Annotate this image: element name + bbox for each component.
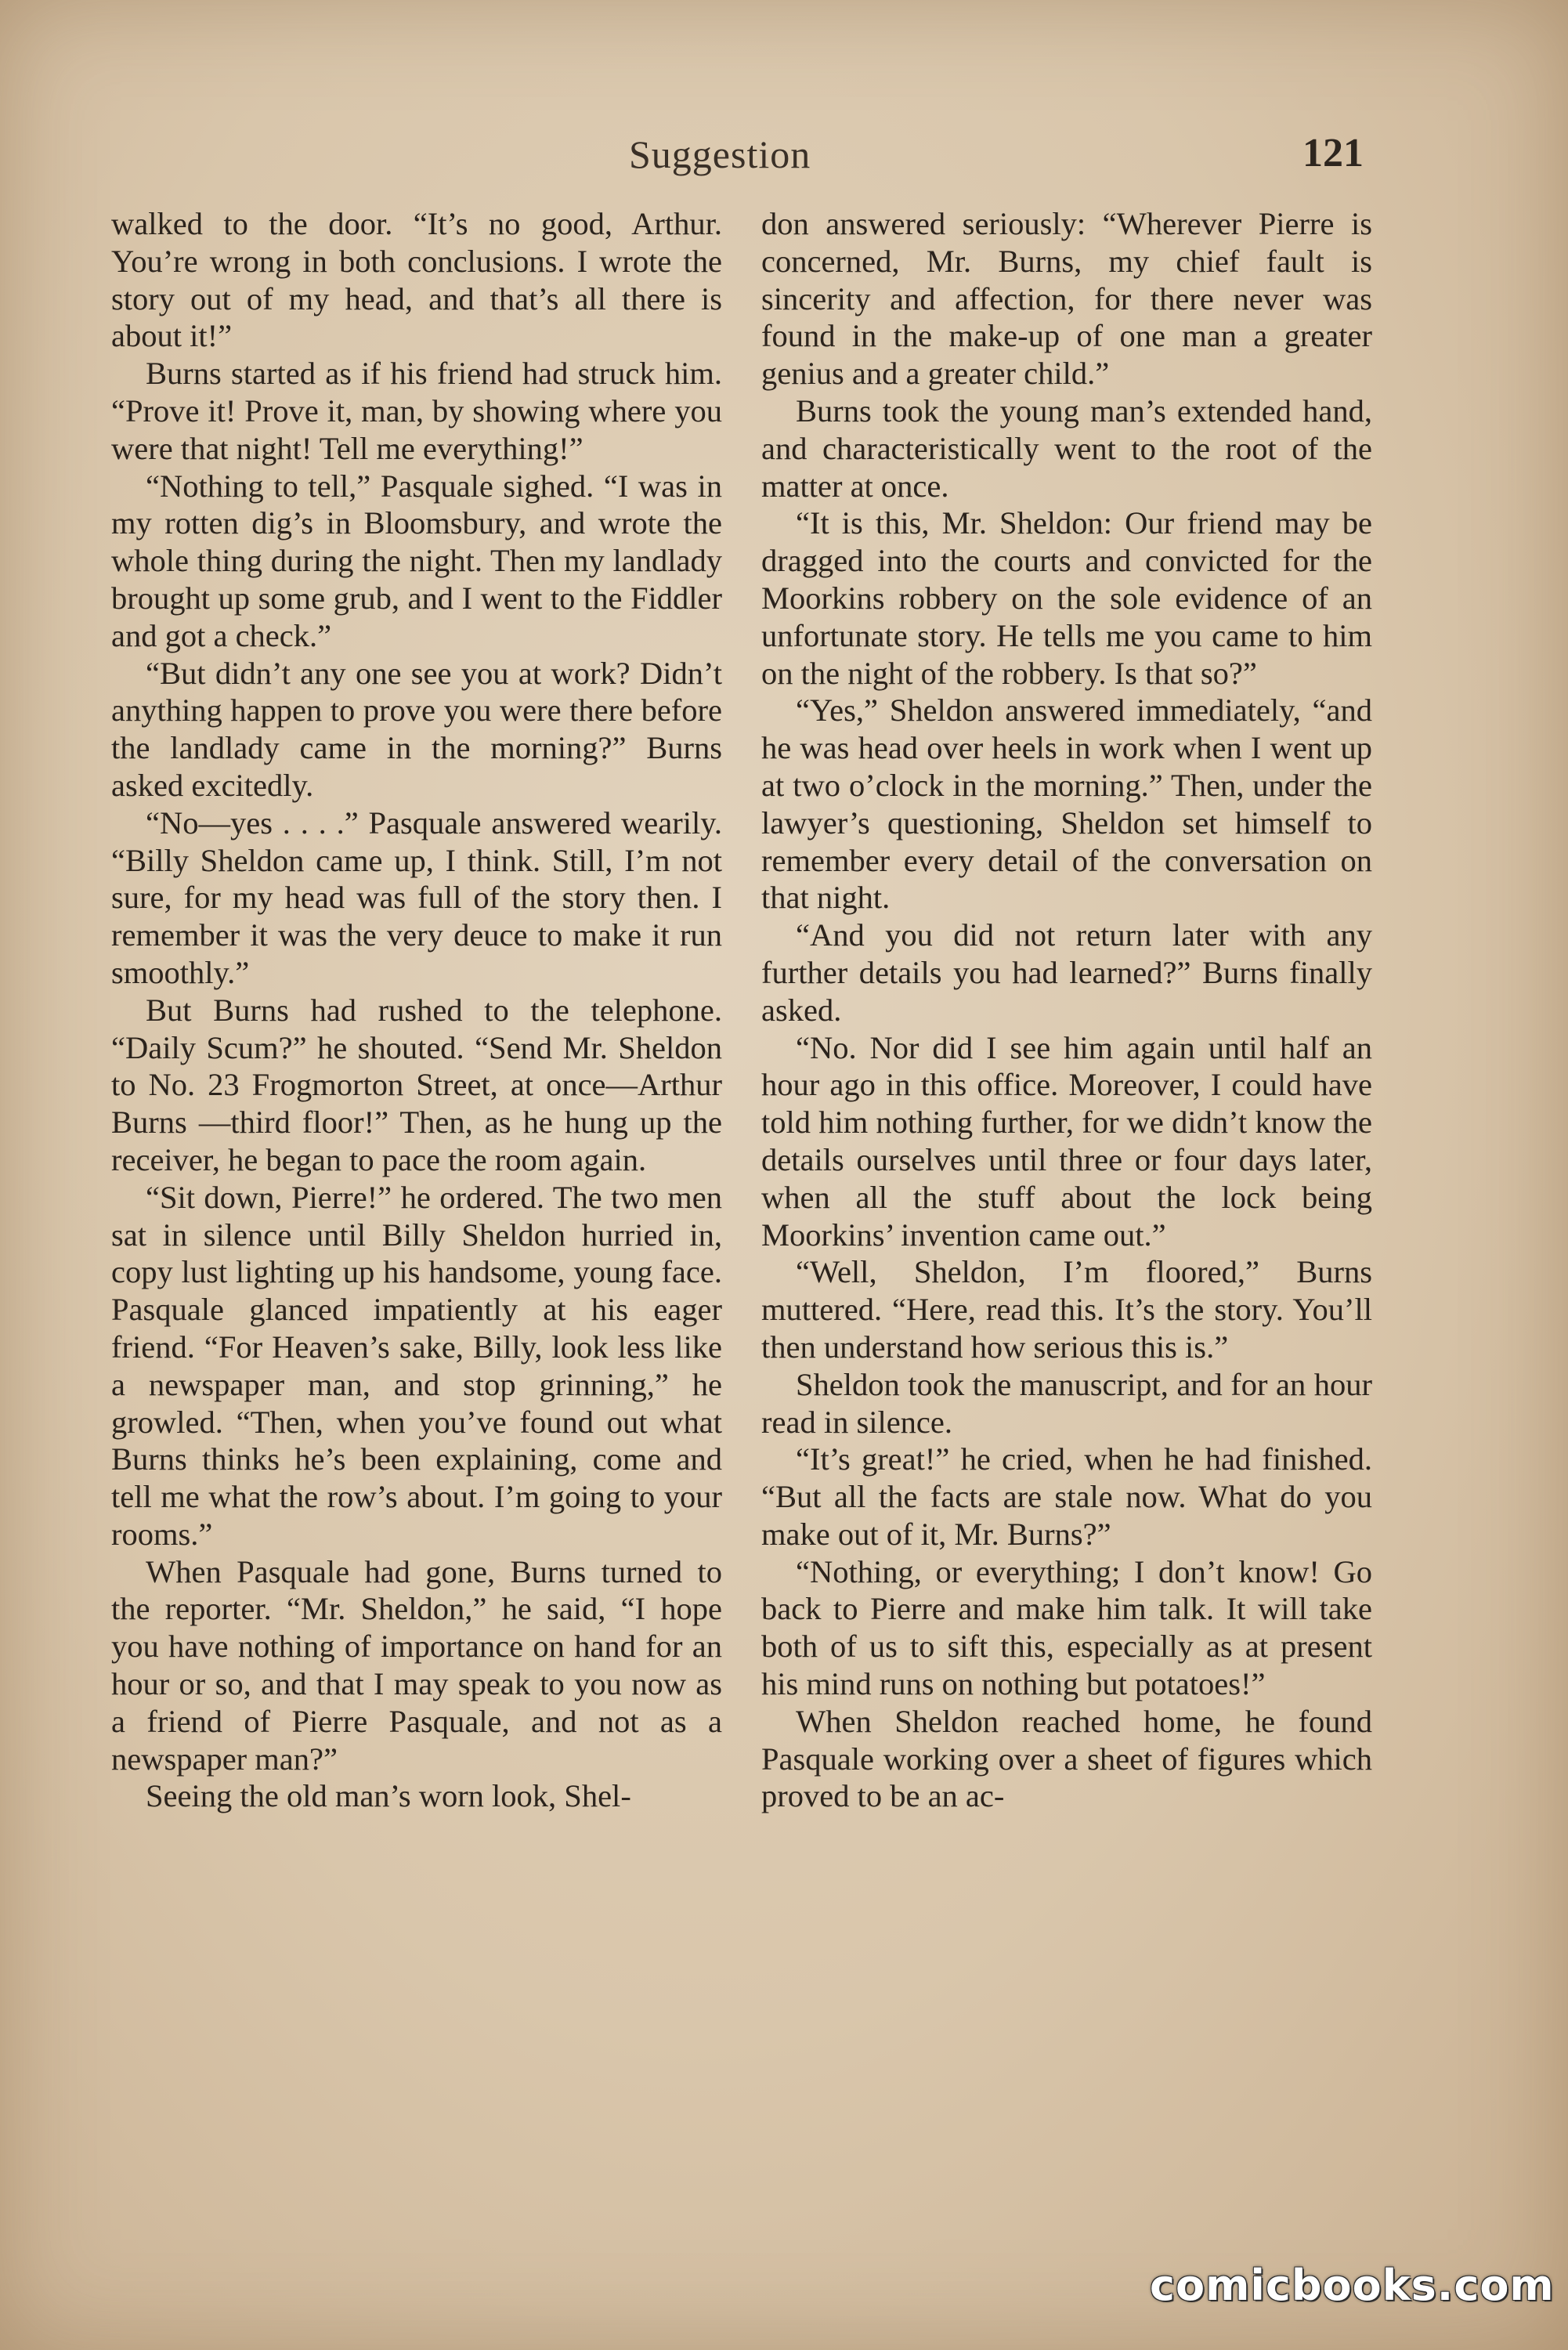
paragraph: walked to the door. “It’s no good, Arthur. You’re wrong in both conclusions. I wrote the story out of my head, and that’s all there is about it!” xyxy=(111,206,722,354)
paragraph: “No. Nor did I see him again until half an hour ago in this office. Moreover, I could have told him nothing further, for we didn’t know the details ourselves until three or four days later, when all the stuff about the lock being Moorkins’ invention came out.” xyxy=(761,1029,1372,1253)
running-head xyxy=(0,132,1568,186)
left-text-column xyxy=(111,205,722,2101)
paragraph: “And you did not return later with any further details you had learned?” Burns finally asked. xyxy=(761,917,1372,1028)
paragraph: “It is this, Mr. Sheldon: Our friend may be dragged into the courts and convicted for the Moorkins robbery on the sole evidence of an unfortunate story. He tells me you came to him on the night of the robbery. Is that so?” xyxy=(761,505,1372,691)
paragraph: Burns started as if his friend had struck him. “Prove it! Prove it, man, by showing where you were that night! Tell me everything!” xyxy=(111,356,722,466)
paragraph: When Sheldon reached home, he found Pasquale working over a sheet of figures which proved to be an ac- xyxy=(761,1703,1372,1814)
paragraph: “Nothing to tell,” Pasquale sighed. “I was in my rotten dig’s in Bloomsbury, and wrote the whole thing during the night. Then my landlady brought up some grub, and I went to the Fiddler and got a check.” xyxy=(111,468,722,653)
paragraph: But Burns had rushed to the telephone. “Daily Scum?” he shouted. “Send Mr. Sheldon to No. 23 Frogmorton Street, at once—Arthur Burns —third floor!” Then, as he hung up the receiver, he began to pace the room again. xyxy=(111,992,722,1177)
paragraph: “But didn’t any one see you at work? Didn’t anything happen to prove you were there before the landlady came in the morning?” Burns asked excitedly. xyxy=(111,655,722,803)
paragraph: Burns took the young man’s extended hand, and characteristically went to the root of the matter at once. xyxy=(761,392,1372,504)
running-head-title: Suggestion xyxy=(629,132,811,176)
page-number: 121 xyxy=(1302,131,1364,175)
right-text-column xyxy=(761,205,1372,2101)
paragraph: Seeing the old man’s worn look, Shel- xyxy=(146,1778,631,1814)
paragraph: “It’s great!” he cried, when he had finished. “But all the facts are stale now. What do you make out of it, Mr. Burns?” xyxy=(761,1441,1372,1552)
paragraph: “Yes,” Sheldon answered immediately, “and he was head over heels in work when I went up at two o’clock in the morning.” Then, under the lawyer’s questioning, Sheldon set himself to remember every detail of the conversation on that night. xyxy=(761,692,1372,916)
paragraph: don answered seriously: “Wherever Pierre is concerned, Mr. Burns, my chief fault is sincerity and affection, for there never was found in the make-up of one man a greater genius and a greater child.” xyxy=(761,206,1372,392)
paragraph: When Pasquale had gone, Burns turned to the reporter. “Mr. Sheldon,” he said, “I hope you have nothing of importance on hand for an hour or so, and that I may speak to you now as a friend of Pierre Pasquale, and not as a newspaper man?” xyxy=(111,1553,722,1777)
paragraph: “Well, Sheldon, I’m floored,” Burns muttered. “Here, read this. It’s the story. You’ll then understand how serious this is.” xyxy=(761,1254,1372,1365)
paragraph: “Sit down, Pierre!” he ordered. The two men sat in silence until Billy Sheldon hurried in, copy lust lighting up his handsome, young face. Pasquale glanced impatiently at his eager friend. “For Heaven’s sake, Billy, look less like a newspaper man, and stop grinning,” he growled. “Then, when you’ve found out what Burns thinks he’s been explaining, come and tell me what the row’s about. I’m going to your rooms.” xyxy=(111,1179,722,1552)
paragraph: Sheldon took the manuscript, and for an hour read in silence. xyxy=(761,1366,1372,1440)
paragraph: “Nothing, or everything; I don’t know! Go back to Pierre and make him talk. It will take both of us to sift this, especially as at present his mind runs on nothing but potatoes!” xyxy=(761,1553,1372,1702)
paragraph: “No—yes . . . .” Pasquale answered wearily. “Billy Sheldon came up, I think. Still, I’m not sure, for my head was full of the story then. I remember it was the very deuce to make it run smoothly.” xyxy=(111,804,722,990)
site-watermark: comicbooks.com xyxy=(1150,2261,1555,2310)
